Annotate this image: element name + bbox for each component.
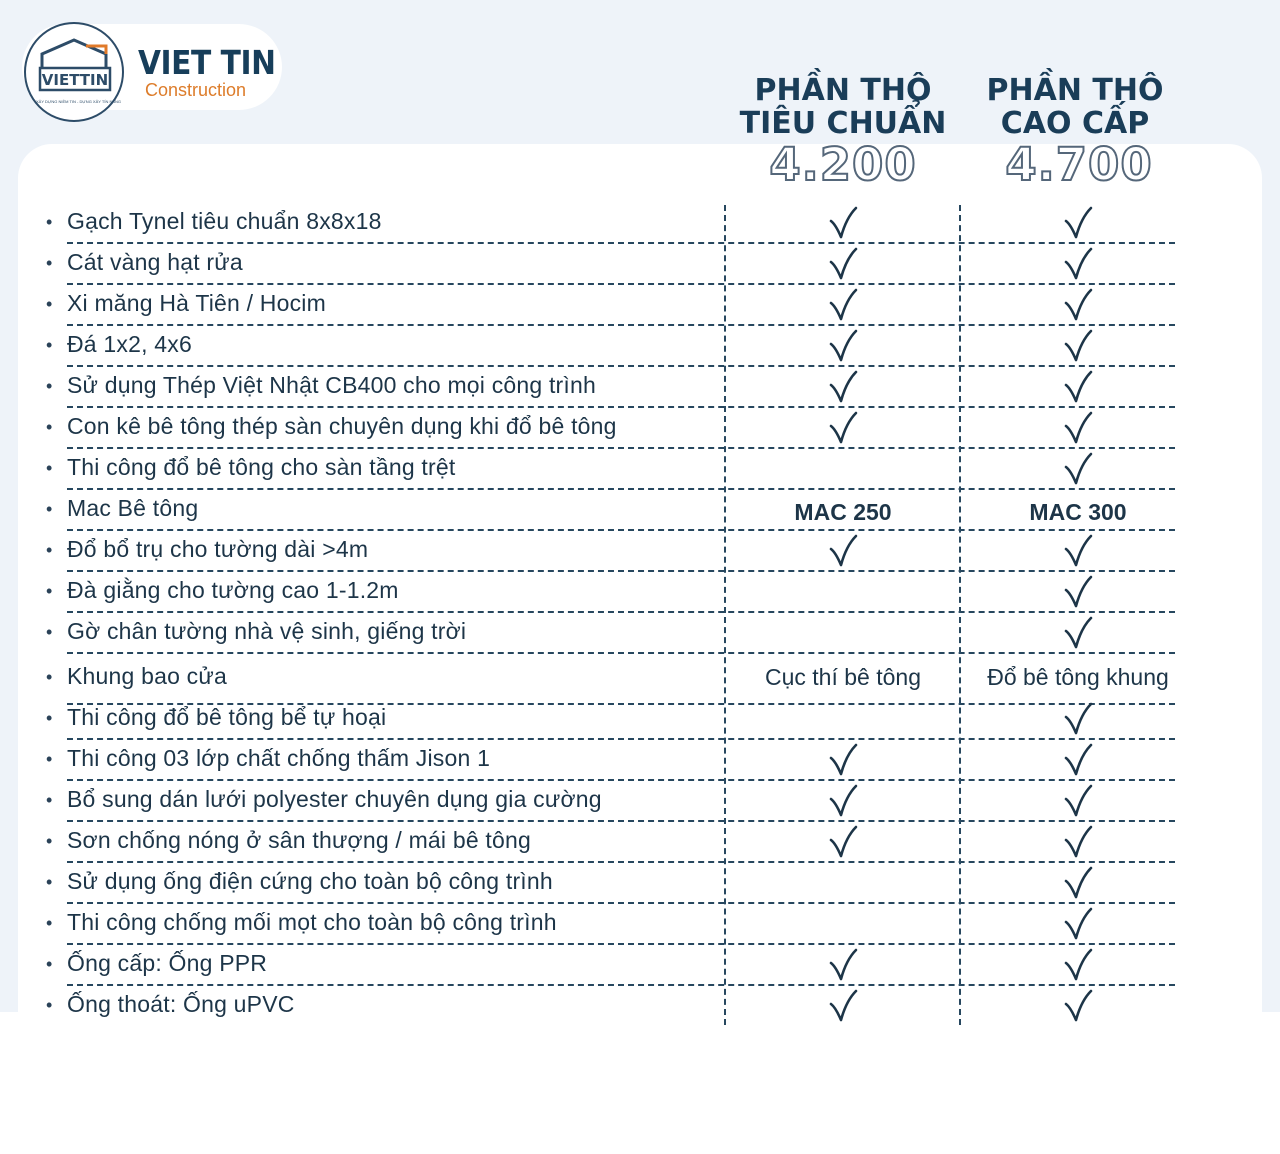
logo-wordmark: VIETTIN xyxy=(41,71,109,89)
bullet-dot: • xyxy=(46,335,53,355)
brand-name: VIET TIN xyxy=(138,43,276,82)
standard-cell xyxy=(726,944,960,985)
premium-cell xyxy=(961,903,1195,944)
row-label: Đà giằng cho tường cao 1-1.2m xyxy=(67,577,399,603)
row-label: Ống thoát: Ống uPVC xyxy=(67,991,295,1017)
table-row xyxy=(0,407,1280,448)
column-title-line2: TIÊU CHUẨN xyxy=(739,106,947,141)
premium-cell xyxy=(961,489,1195,530)
standard-cell xyxy=(726,325,960,366)
row-label: Gờ chân tường nhà vệ sinh, giếng trời xyxy=(67,618,467,644)
row-label: Sử dụng Thép Việt Nhật CB400 cho mọi công trình xyxy=(67,372,596,398)
standard-cell xyxy=(726,657,960,698)
premium-cell xyxy=(961,571,1195,612)
column-title-line2: CAO CẤP xyxy=(1000,106,1150,141)
standard-value: MAC 250 xyxy=(794,499,892,525)
premium-cell xyxy=(961,944,1195,985)
premium-cell xyxy=(961,698,1195,739)
check-icon xyxy=(1063,616,1093,650)
logo-tagline: XÂY DỰNG NIỀM TIN - DỰNG XÂY TÍN NĂNG xyxy=(36,99,121,104)
check-icon xyxy=(828,825,858,859)
logo-emblem xyxy=(24,22,124,122)
bullet-dot: • xyxy=(46,417,53,437)
check-icon xyxy=(828,534,858,568)
premium-value: MAC 300 xyxy=(1029,499,1127,525)
check-icon xyxy=(1063,534,1093,568)
bullet-dot: • xyxy=(46,540,53,560)
check-icon xyxy=(1063,825,1093,859)
bullet-dot: • xyxy=(46,749,53,769)
standard-value: Cục thí bê tông xyxy=(765,664,921,690)
standard-cell xyxy=(726,780,960,821)
table-row xyxy=(0,489,1280,530)
check-icon xyxy=(1063,411,1093,445)
bullet-dot: • xyxy=(46,708,53,728)
standard-cell xyxy=(726,612,960,653)
row-label: Khung bao cửa xyxy=(67,663,227,689)
standard-cell xyxy=(726,571,960,612)
table-row xyxy=(0,448,1280,489)
row-label: Mac Bê tông xyxy=(67,495,199,521)
check-icon xyxy=(1063,866,1093,900)
bullet-dot: • xyxy=(46,995,53,1015)
bullet-dot: • xyxy=(46,458,53,478)
table-row xyxy=(0,821,1280,862)
premium-cell xyxy=(961,530,1195,571)
check-icon xyxy=(1063,288,1093,322)
premium-cell xyxy=(961,284,1195,325)
check-icon xyxy=(828,288,858,322)
bullet-dot: • xyxy=(46,376,53,396)
premium-cell xyxy=(961,862,1195,903)
table-row xyxy=(0,284,1280,325)
table-row xyxy=(0,903,1280,944)
standard-cell xyxy=(726,862,960,903)
bullet-dot: • xyxy=(46,253,53,273)
row-label: Cát vàng hạt rửa xyxy=(67,249,243,275)
standard-cell xyxy=(726,489,960,530)
bullet-dot: • xyxy=(46,581,53,601)
check-icon xyxy=(1063,989,1093,1023)
premium-cell xyxy=(961,243,1195,284)
row-label: Ống cấp: Ống PPR xyxy=(67,950,268,976)
standard-cell xyxy=(726,530,960,571)
row-label: Thi công đổ bê tông cho sàn tầng trệt xyxy=(67,454,456,480)
standard-cell xyxy=(726,821,960,862)
premium-cell xyxy=(961,366,1195,407)
row-label: Đổ bổ trụ cho tường dài >4m xyxy=(67,536,369,562)
check-icon xyxy=(828,370,858,404)
table-row xyxy=(0,366,1280,407)
premium-cell xyxy=(961,821,1195,862)
row-divider xyxy=(67,652,1175,654)
bullet-dot: • xyxy=(46,831,53,851)
row-label: Con kê bê tông thép sàn chuyên dụng khi đổ bê tông xyxy=(67,413,617,439)
standard-cell xyxy=(726,407,960,448)
row-label: Thi công chống mối mọt cho toàn bộ công trình xyxy=(67,909,557,935)
check-icon xyxy=(828,206,858,240)
bullet-dot: • xyxy=(46,622,53,642)
check-icon xyxy=(828,411,858,445)
table-row xyxy=(0,325,1280,366)
table-row xyxy=(0,657,1280,698)
check-icon xyxy=(828,247,858,281)
check-icon xyxy=(1063,784,1093,818)
premium-cell xyxy=(961,612,1195,653)
standard-cell xyxy=(726,985,960,1026)
bullet-dot: • xyxy=(46,294,53,314)
check-icon xyxy=(828,743,858,777)
check-icon xyxy=(1063,247,1093,281)
premium-value: Đổ bê tông khung xyxy=(987,664,1169,690)
check-icon xyxy=(1063,452,1093,486)
table-row xyxy=(0,944,1280,985)
row-label: Thi công đổ bê tông bể tự hoại xyxy=(67,704,387,730)
check-icon xyxy=(828,989,858,1023)
premium-cell xyxy=(961,325,1195,366)
standard-cell xyxy=(726,448,960,489)
check-icon xyxy=(1063,702,1093,736)
table-row xyxy=(0,612,1280,653)
bullet-dot: • xyxy=(46,790,53,810)
table-row xyxy=(0,739,1280,780)
check-icon xyxy=(828,329,858,363)
price-premium: 4.700 xyxy=(1005,138,1153,191)
row-label: Thi công 03 lớp chất chống thấm Jison 1 xyxy=(67,745,491,771)
table-row xyxy=(0,530,1280,571)
table-row xyxy=(0,571,1280,612)
row-label: Bổ sung dán lưới polyester chuyên dụng gia cường xyxy=(67,786,602,812)
check-icon xyxy=(1063,948,1093,982)
brand-subtitle: Construction xyxy=(145,80,247,100)
bullet-dot: • xyxy=(46,954,53,974)
table-row xyxy=(0,698,1280,739)
row-label: Sơn chống nóng ở sân thượng / mái bê tông xyxy=(67,827,531,853)
standard-cell xyxy=(726,366,960,407)
standard-cell xyxy=(726,243,960,284)
table-row xyxy=(0,862,1280,903)
standard-cell xyxy=(726,284,960,325)
column-title-line1: PHẦN THÔ xyxy=(986,73,1164,108)
premium-cell xyxy=(961,407,1195,448)
column-header-premium xyxy=(955,74,1195,140)
table-row xyxy=(0,780,1280,821)
table-row xyxy=(0,202,1280,243)
bullet-dot: • xyxy=(46,667,53,687)
check-icon xyxy=(1063,907,1093,941)
check-icon xyxy=(828,784,858,818)
premium-cell xyxy=(961,448,1195,489)
premium-cell xyxy=(961,985,1195,1026)
row-label: Xi măng Hà Tiên / Hocim xyxy=(67,290,326,316)
bullet-dot: • xyxy=(46,913,53,933)
house-logo-icon xyxy=(26,24,122,120)
standard-cell xyxy=(726,903,960,944)
standard-cell xyxy=(726,698,960,739)
standard-cell xyxy=(726,739,960,780)
bullet-dot: • xyxy=(46,872,53,892)
check-icon xyxy=(1063,370,1093,404)
bullet-dot: • xyxy=(46,212,53,232)
column-title-line1: PHẦN THÔ xyxy=(754,73,932,108)
check-icon xyxy=(1063,575,1093,609)
column-header-standard xyxy=(723,74,963,140)
premium-cell xyxy=(961,202,1195,243)
premium-cell xyxy=(961,657,1195,698)
check-icon xyxy=(1063,329,1093,363)
price-standard: 4.200 xyxy=(769,138,917,191)
bullet-dot: • xyxy=(46,499,53,519)
check-icon xyxy=(1063,743,1093,777)
check-icon xyxy=(1063,206,1093,240)
table-row xyxy=(0,985,1280,1026)
table-row xyxy=(0,243,1280,284)
premium-cell xyxy=(961,739,1195,780)
check-icon xyxy=(828,948,858,982)
row-label: Đá 1x2, 4x6 xyxy=(67,331,192,357)
standard-cell xyxy=(726,202,960,243)
row-label: Sử dụng ống điện cứng cho toàn bộ công trình xyxy=(67,868,553,894)
row-label: Gạch Tynel tiêu chuẩn 8x8x18 xyxy=(67,208,382,234)
premium-cell xyxy=(961,780,1195,821)
